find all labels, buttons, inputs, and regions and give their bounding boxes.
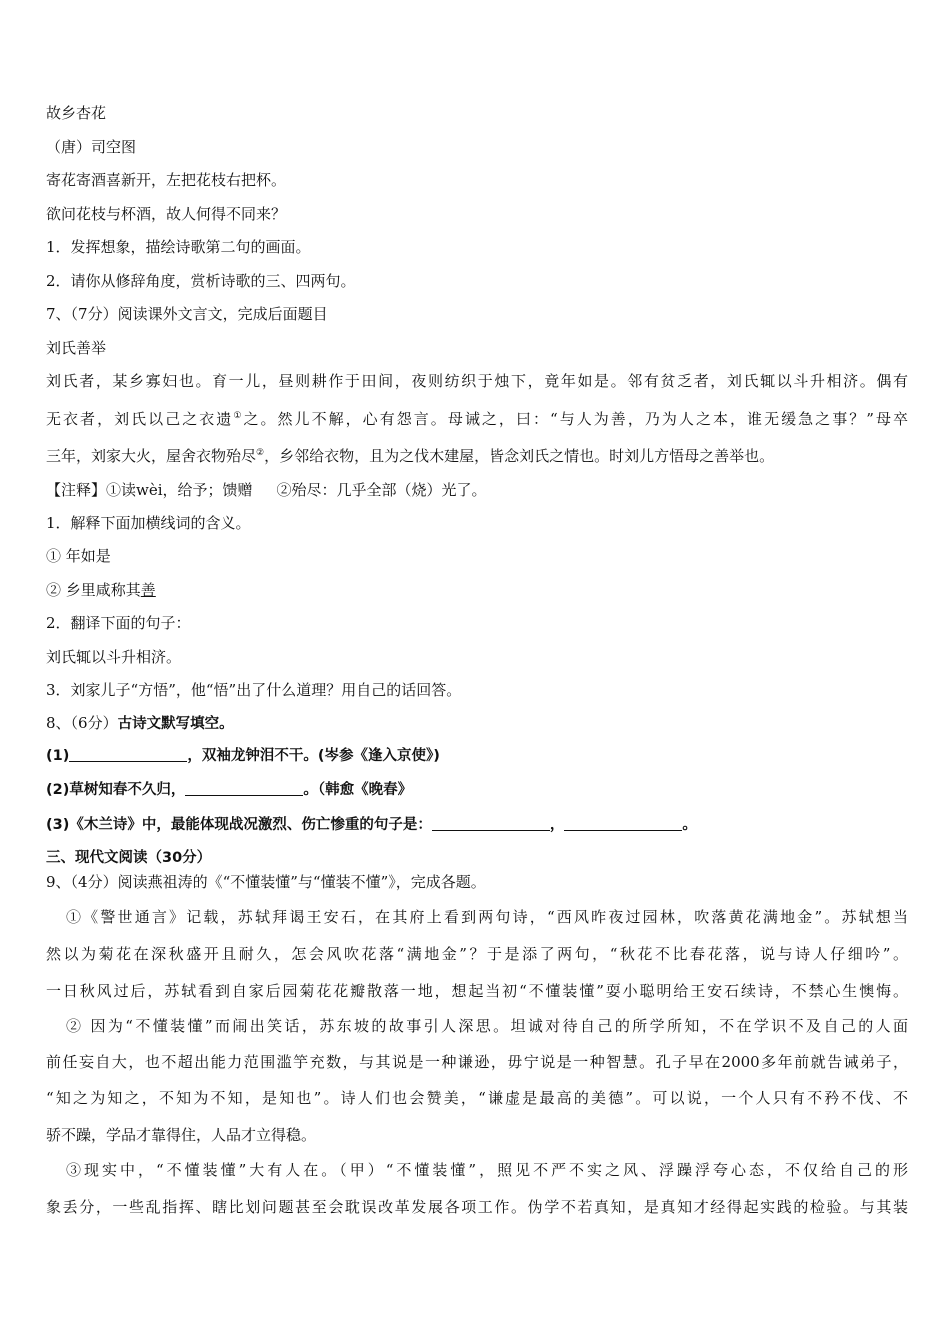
item-text: ② 乡里咸称其 xyxy=(46,581,141,599)
q7-passage-text: ，乡邻给衣物，且为之伐木建屋，皆念刘氏之情也。时刘儿方悟母之善举也。 xyxy=(264,447,775,465)
poem-question-1: 1．发挥想象，描绘诗歌第二句的画面。 xyxy=(46,238,311,256)
q7-passage-text: 之。然儿不解，心有怨言。母诫之，曰：“与人为善，乃为人之本，谁无缓急之事？”母卒 xyxy=(243,410,908,428)
q7-item-1: ① 年如是 xyxy=(46,547,111,565)
poem-title: 故乡杏花 xyxy=(46,104,107,122)
poem-author: （唐）司空图 xyxy=(46,138,137,156)
q8-title: 古诗文默写填空。 xyxy=(117,716,234,732)
note-2: ②殆尽：几乎全部（烧）光了。 xyxy=(276,481,487,499)
answer-blank[interactable] xyxy=(432,816,550,831)
q9-para3-line1: ③现实中，“不懂装懂”大有人在。（甲）“不懂装懂”，照见不严不实之风、浮躁浮夸心态，不仅给自己的形 xyxy=(66,1161,908,1179)
q7-passage-text: 三年，刘家大火，屋舍衣物殆尽 xyxy=(46,447,257,465)
q9-para2-line4: 骄不躁，学品才靠得住，人品才立得稳。 xyxy=(46,1126,317,1144)
q9-para2-line2: 前任妄自大，也不超出能力范围滥竽充数，与其说是一种谦逊，毋宁说是一种智慧。孔子早在2000多年前就告诫弟子， xyxy=(46,1053,908,1071)
q8-line-2-text: (2)草树知春不久归， xyxy=(46,782,186,798)
q7-heading: 7、（7分）阅读课外文言文，完成后面题目 xyxy=(46,305,328,323)
q7-sub-1: 1．解释下面加横线词的含义。 xyxy=(46,514,251,532)
q9-para2-line1: ② 因为“不懂装懂”而闹出笑话，苏东坡的故事引人深思。坦诚对待自己的所学所知，不在学识不及自己的人面 xyxy=(66,1017,908,1035)
q7-sentence: 刘氏辄以斗升相济。 xyxy=(46,648,182,666)
answer-blank[interactable] xyxy=(185,781,303,796)
answer-blank[interactable] xyxy=(564,816,682,831)
q8-line-3-period: 。 xyxy=(682,817,697,833)
q9-heading: 9、（4分）阅读燕祖涛的《“不懂装懂”与“懂装不懂”》，完成各题。 xyxy=(46,873,486,891)
q8-line-2 xyxy=(46,780,412,800)
q8-line-1-text: ，双袖龙钟泪不干。(岑参《逢入京使》) xyxy=(187,748,440,764)
q9-para1-line2: 然以为菊花在深秋盛开且耐久，怎会风吹花落“满地金”？于是添了两句，“秋花不比春花落，说与诗人仔细吟”。 xyxy=(46,945,908,963)
q8-heading xyxy=(46,713,234,734)
footnote-marker: ① xyxy=(233,411,244,421)
q8-line-3-comma: ， xyxy=(549,817,565,833)
answer-blank[interactable] xyxy=(69,747,187,762)
q9-para2-line3: “知之为知之，不知为不知，是知也”。诗人们也会赞美，“谦虚是最高的美德”。可以说，一个人只有不矜不伐、不 xyxy=(46,1089,908,1107)
q7-passage-line-1: 刘氏者，某乡寡妇也。育一儿，昼则耕作于田间，夜则纺织于烛下，竟年如是。邻有贫乏者，刘氏辄以斗升相济。偶有 xyxy=(46,372,908,390)
q7-passage-title: 刘氏善举 xyxy=(46,339,107,357)
q7-notes xyxy=(46,480,487,500)
q9-para1-line3: 一日秋风过后，苏轼看到自家后园菊花花瓣散落一地，想起当初“不懂装懂”耍小聪明给王安石续诗，不禁心生懊悔。 xyxy=(46,982,908,1000)
q9-para3-line2: 象丢分，一些乱指挥、瞎比划问题甚至会耽误改革发展各项工作。伪学不若真知，是真知才经得起实践的检验。与其装 xyxy=(46,1198,908,1216)
q7-sub-3: 3．刘家儿子“方悟”，他“悟”出了什么道理？用自己的话回答。 xyxy=(46,681,462,699)
q8-prefix: 8、（6分） xyxy=(46,714,118,732)
poem-line-2: 欲问花枝与杯酒，故人何得不同来？ xyxy=(46,205,287,223)
q8-line-3-text: (3)《木兰诗》中，最能体现战况激烈、伤亡惨重的句子是： xyxy=(46,817,432,833)
poem-line-1: 寄花寄酒喜新开，左把花枝右把杯。 xyxy=(46,171,287,189)
q7-passage-line-3 xyxy=(46,446,774,466)
q8-line-1 xyxy=(46,746,440,766)
underlined-word: 善 xyxy=(140,581,156,599)
q7-item-2 xyxy=(46,580,156,600)
q7-passage-line-2 xyxy=(46,409,908,429)
q7-passage-text: 无衣者，刘氏以己之衣遗 xyxy=(46,410,234,428)
q7-sub-2: 2．翻译下面的句子： xyxy=(46,614,191,632)
q9-para1-line1: ①《警世通言》记载，苏轼拜谒王安石，在其府上看到两句诗，“西风昨夜过园林，吹落黄花满地金”。苏轼想当 xyxy=(66,908,908,926)
q8-line-3 xyxy=(46,815,697,835)
section-3-heading: 三、现代文阅读（30分） xyxy=(46,850,212,866)
q8-line-1-label: (1) xyxy=(46,748,70,764)
footnote-marker: ② xyxy=(256,448,265,458)
q8-line-2-source: 。（韩愈《晚春》 xyxy=(303,782,413,798)
poem-question-2: 2．请你从修辞角度，赏析诗歌的三、四两句。 xyxy=(46,272,356,290)
note-1: 【注释】①读wèi，给予；馈赠 xyxy=(46,481,253,499)
